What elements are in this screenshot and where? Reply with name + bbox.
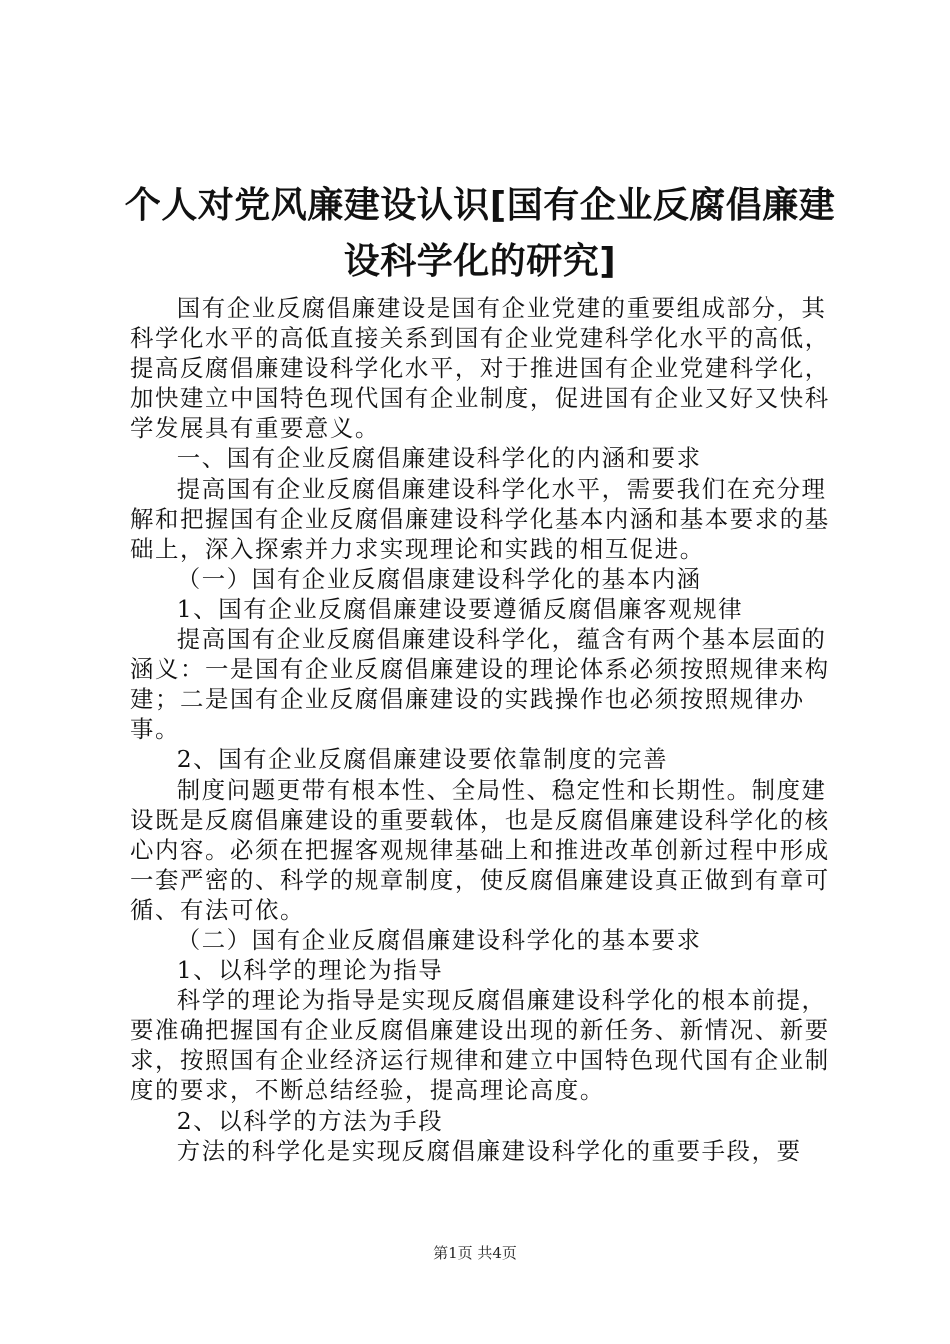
document-body xyxy=(130,293,830,1166)
paragraph: 提高国有企业反腐倡廉建设科学化水平，需要我们在充分理解和把握国有企业反腐倡廉建设科学化基本内涵和基本要求的基础上，深入探索并力求实现理论和实践的相互促进。 xyxy=(130,474,830,563)
point-heading: 2、以科学的方法为手段 xyxy=(176,1106,444,1135)
document-title: 个人对党风廉建设认识[国有企业反腐倡廉建设科学化的研究] xyxy=(124,185,836,282)
paragraph: 方法的科学化是实现反腐倡廉建设科学化的重要手段，要 xyxy=(176,1136,802,1165)
subsection-heading-1: （一）国有企业反腐倡康建设科学化的基本内涵 xyxy=(176,564,702,593)
point-heading: 1、国有企业反腐倡廉建设要遵循反腐倡廉客观规律 xyxy=(176,594,744,623)
subsection-heading-2: （二）国有企业反腐倡廉建设科学化的基本要求 xyxy=(176,925,702,954)
page-footer: 第1页 共4页 xyxy=(433,1244,517,1262)
paragraph: 提高国有企业反腐倡廉建设科学化，蕴含有两个基本层面的涵义：一是国有企业反腐倡廉建设的理论体系必须按照规律来构建；二是国有企业反腐倡廉建设的实践操作也必须按照规律办事。 xyxy=(130,625,830,744)
paragraph: 制度问题更带有根本性、全局性、稳定性和长期性。制度建设既是反腐倡廉建设的重要载体，也是反腐倡廉建设科学化的核心内容。必须在把握客观规律基础上和推进改革创新过程中形成一套严密的、科学的规章制度，使反腐倡廉建设真正做到有章可循、有法可依。 xyxy=(130,775,830,924)
point-heading: 1、以科学的理论为指导 xyxy=(176,956,444,985)
point-heading: 2、国有企业反腐倡廉建设要依靠制度的完善 xyxy=(176,745,669,774)
paragraph: 科学的理论为指导是实现反腐倡廉建设科学化的根本前提，要准确把握国有企业反腐倡廉建设出现的新任务、新情况、新要求，按照国有企业经济运行规律和建立中国特色现代国有企业制度的要求，不断总结经验，提高理论高度。 xyxy=(130,986,830,1105)
paragraph-intro: 国有企业反腐倡廉建设是国有企业党建的重要组成部分，其科学化水平的高低直接关系到国有企业党建科学化水平的高低，提高反腐倡廉建设科学化水平，对于推进国有企业党建科学化，加快建立中国特色现代国有企业制度，促进国有企业又好又快科学发展具有重要意义。 xyxy=(130,294,830,443)
section-heading-1: 一、国有企业反腐倡廉建设科学化的内涵和要求 xyxy=(176,444,702,473)
